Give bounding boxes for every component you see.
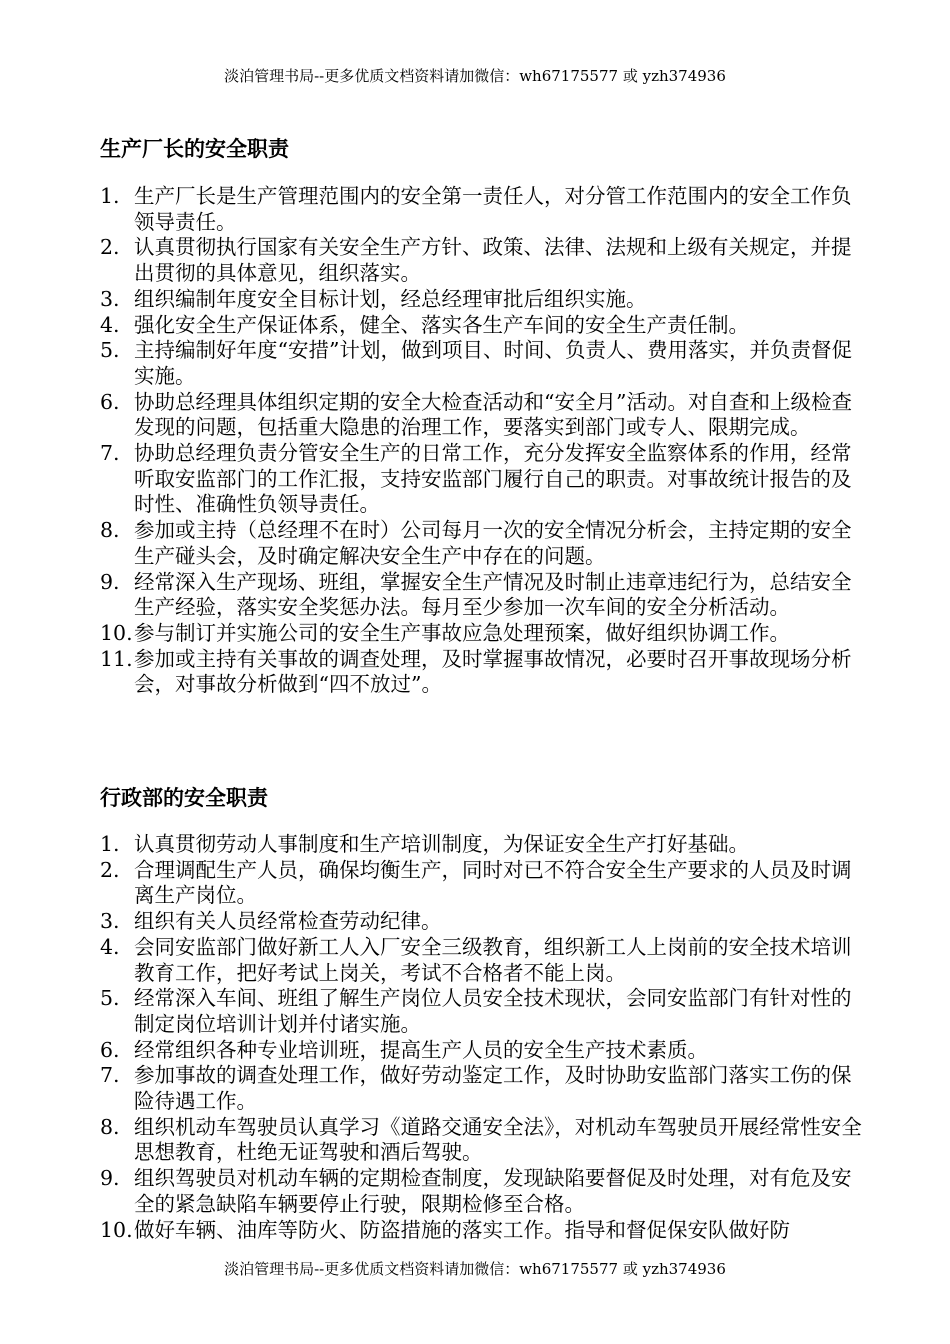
- item-text: 参与制订并实施公司的安全生产事故应急处理预案，做好组织协调工作。: [134, 620, 790, 645]
- item-text: 主持编制好年度“安措”计划，做到项目、时间、负责人、费用落实，并负责督促实施。: [134, 338, 852, 388]
- item-number: 3.: [100, 909, 120, 934]
- item-number: 2.: [100, 235, 120, 260]
- item-text: 经常深入生产现场、班组，掌握安全生产情况及时制止违章违纪行为，总结安全生产经验，落实安全奖惩办法。每月至少参加一次车间的安全分析活动。: [134, 569, 852, 620]
- item-text: 组织有关人员经常检查劳动纪律。: [134, 909, 442, 934]
- list-item: [100, 518, 865, 569]
- list-item: [100, 832, 865, 858]
- list-item: [100, 313, 865, 339]
- list-item: [100, 1115, 865, 1166]
- item-text: 认真贯彻劳动人事制度和生产培训制度，为保证安全生产打好基础。: [134, 832, 749, 856]
- item-text: 参加或主持（总经理不在时）公司每月一次的安全情况分析会，主持定期的安全生产碰头会，及时确定解决安全生产中存在的问题。: [134, 518, 852, 568]
- list-item: [100, 441, 865, 518]
- item-number: 4.: [100, 312, 120, 337]
- item-text: 协助总经理具体组织定期的安全大检查活动和“安全月”活动。对自查和上级检查发现的问题，包括重大隐患的治理工作，要落实到部门或专人、限期完成。: [134, 389, 852, 440]
- list-item: [100, 909, 865, 935]
- item-number: 5.: [100, 986, 120, 1011]
- list-item: [100, 287, 865, 313]
- item-text: 生产厂长是生产管理范围内的安全第一责任人，对分管工作范围内的安全工作负领导责任。: [134, 184, 852, 234]
- item-number: 8.: [100, 518, 120, 543]
- item-number: 9.: [100, 1166, 120, 1191]
- item-text: 协助总经理负责分管安全生产的日常工作，充分发挥安全监察体系的作用，经常听取安监部门的工作汇报，支持安监部门履行自己的职责。对事故统计报告的及时性、准确性负领导责任。: [134, 441, 852, 517]
- item-text: 组织编制年度安全目标计划，经总经理审批后组织实施。: [134, 286, 647, 311]
- item-number: 6.: [100, 389, 120, 414]
- item-number: 1.: [100, 184, 120, 208]
- list-item: [100, 1166, 865, 1217]
- item-number: 7.: [100, 441, 120, 466]
- item-text: 组织机动车驾驶员认真学习《道路交通安全法》，对机动车驾驶员开展经常性安全思想教育，杜绝无证驾驶和酒后驾驶。: [134, 1114, 862, 1165]
- item-number: 3.: [100, 286, 120, 311]
- item-number: 2.: [100, 857, 120, 882]
- list-item: [100, 935, 865, 986]
- item-text: 做好车辆、油库等防火、防盗措施的落实工作。指导和督促保安队做好防: [134, 1217, 790, 1242]
- item-text: 参加或主持有关事故的调查处理，及时掌握事故情况，必要时召开事故现场分析会，对事故分析做到“四不放过”。: [134, 646, 852, 697]
- item-number: 5.: [100, 338, 120, 363]
- list-item: [100, 390, 865, 441]
- item-number: 1.: [100, 832, 120, 856]
- list-item: [100, 1063, 865, 1114]
- item-number: 6.: [100, 1037, 120, 1062]
- item-number: 4.: [100, 934, 120, 959]
- section-title-plant-manager: 生产厂长的安全职责: [100, 137, 289, 161]
- list-item: [100, 1218, 865, 1244]
- list-item: [100, 570, 865, 621]
- list-item: [100, 858, 865, 909]
- item-text: 认真贯彻执行国家有关安全生产方针、政策、法律、法规和上级有关规定，并提出贯彻的具体意见，组织落实。: [134, 235, 852, 286]
- item-number: 8.: [100, 1114, 120, 1139]
- list-item: [100, 235, 865, 286]
- page-header: 淡泊管理书局--更多优质文档资料请加微信：wh67175577 或 yzh374936: [224, 67, 726, 85]
- page-footer: 淡泊管理书局--更多优质文档资料请加微信：wh67175577 或 yzh374936: [224, 1260, 726, 1278]
- item-number: 9.: [100, 569, 120, 594]
- item-text: 会同安监部门做好新工人入厂安全三级教育，组织新工人上岗前的安全技术培训教育工作，把好考试上岗关，考试不合格者不能上岗。: [134, 934, 852, 985]
- item-text: 组织驾驶员对机动车辆的定期检查制度，发现缺陷要督促及时处理，对有危及安全的紧急缺陷车辆要停止行驶，限期检修至合格。: [134, 1166, 852, 1216]
- item-text: 强化安全生产保证体系，健全、落实各生产车间的安全生产责任制。: [134, 312, 749, 337]
- item-number: 11.: [100, 646, 133, 671]
- item-text: 经常组织各种专业培训班，提高生产人员的安全生产技术素质。: [134, 1037, 708, 1062]
- item-text: 参加事故的调查处理工作，做好劳动鉴定工作，及时协助安监部门落实工伤的保险待遇工作。: [134, 1063, 852, 1114]
- list-item: [100, 184, 865, 235]
- duty-list-admin-dept: [100, 832, 865, 1243]
- item-number: 7.: [100, 1063, 120, 1088]
- list-item: [100, 1038, 865, 1064]
- item-number: 10.: [100, 620, 133, 645]
- list-item: [100, 621, 865, 647]
- section-title-admin-dept: 行政部的安全职责: [100, 786, 268, 810]
- item-text: 经常深入车间、班组了解生产岗位人员安全技术现状，会同安监部门有针对性的制定岗位培训计划并付诸实施。: [134, 986, 852, 1036]
- item-text: 合理调配生产人员，确保均衡生产，同时对已不符合安全生产要求的人员及时调离生产岗位。: [134, 857, 852, 908]
- list-item: [100, 986, 865, 1037]
- duty-list-plant-manager: [100, 184, 865, 698]
- list-item: [100, 338, 865, 389]
- item-number: 10.: [100, 1217, 133, 1242]
- list-item: [100, 647, 865, 698]
